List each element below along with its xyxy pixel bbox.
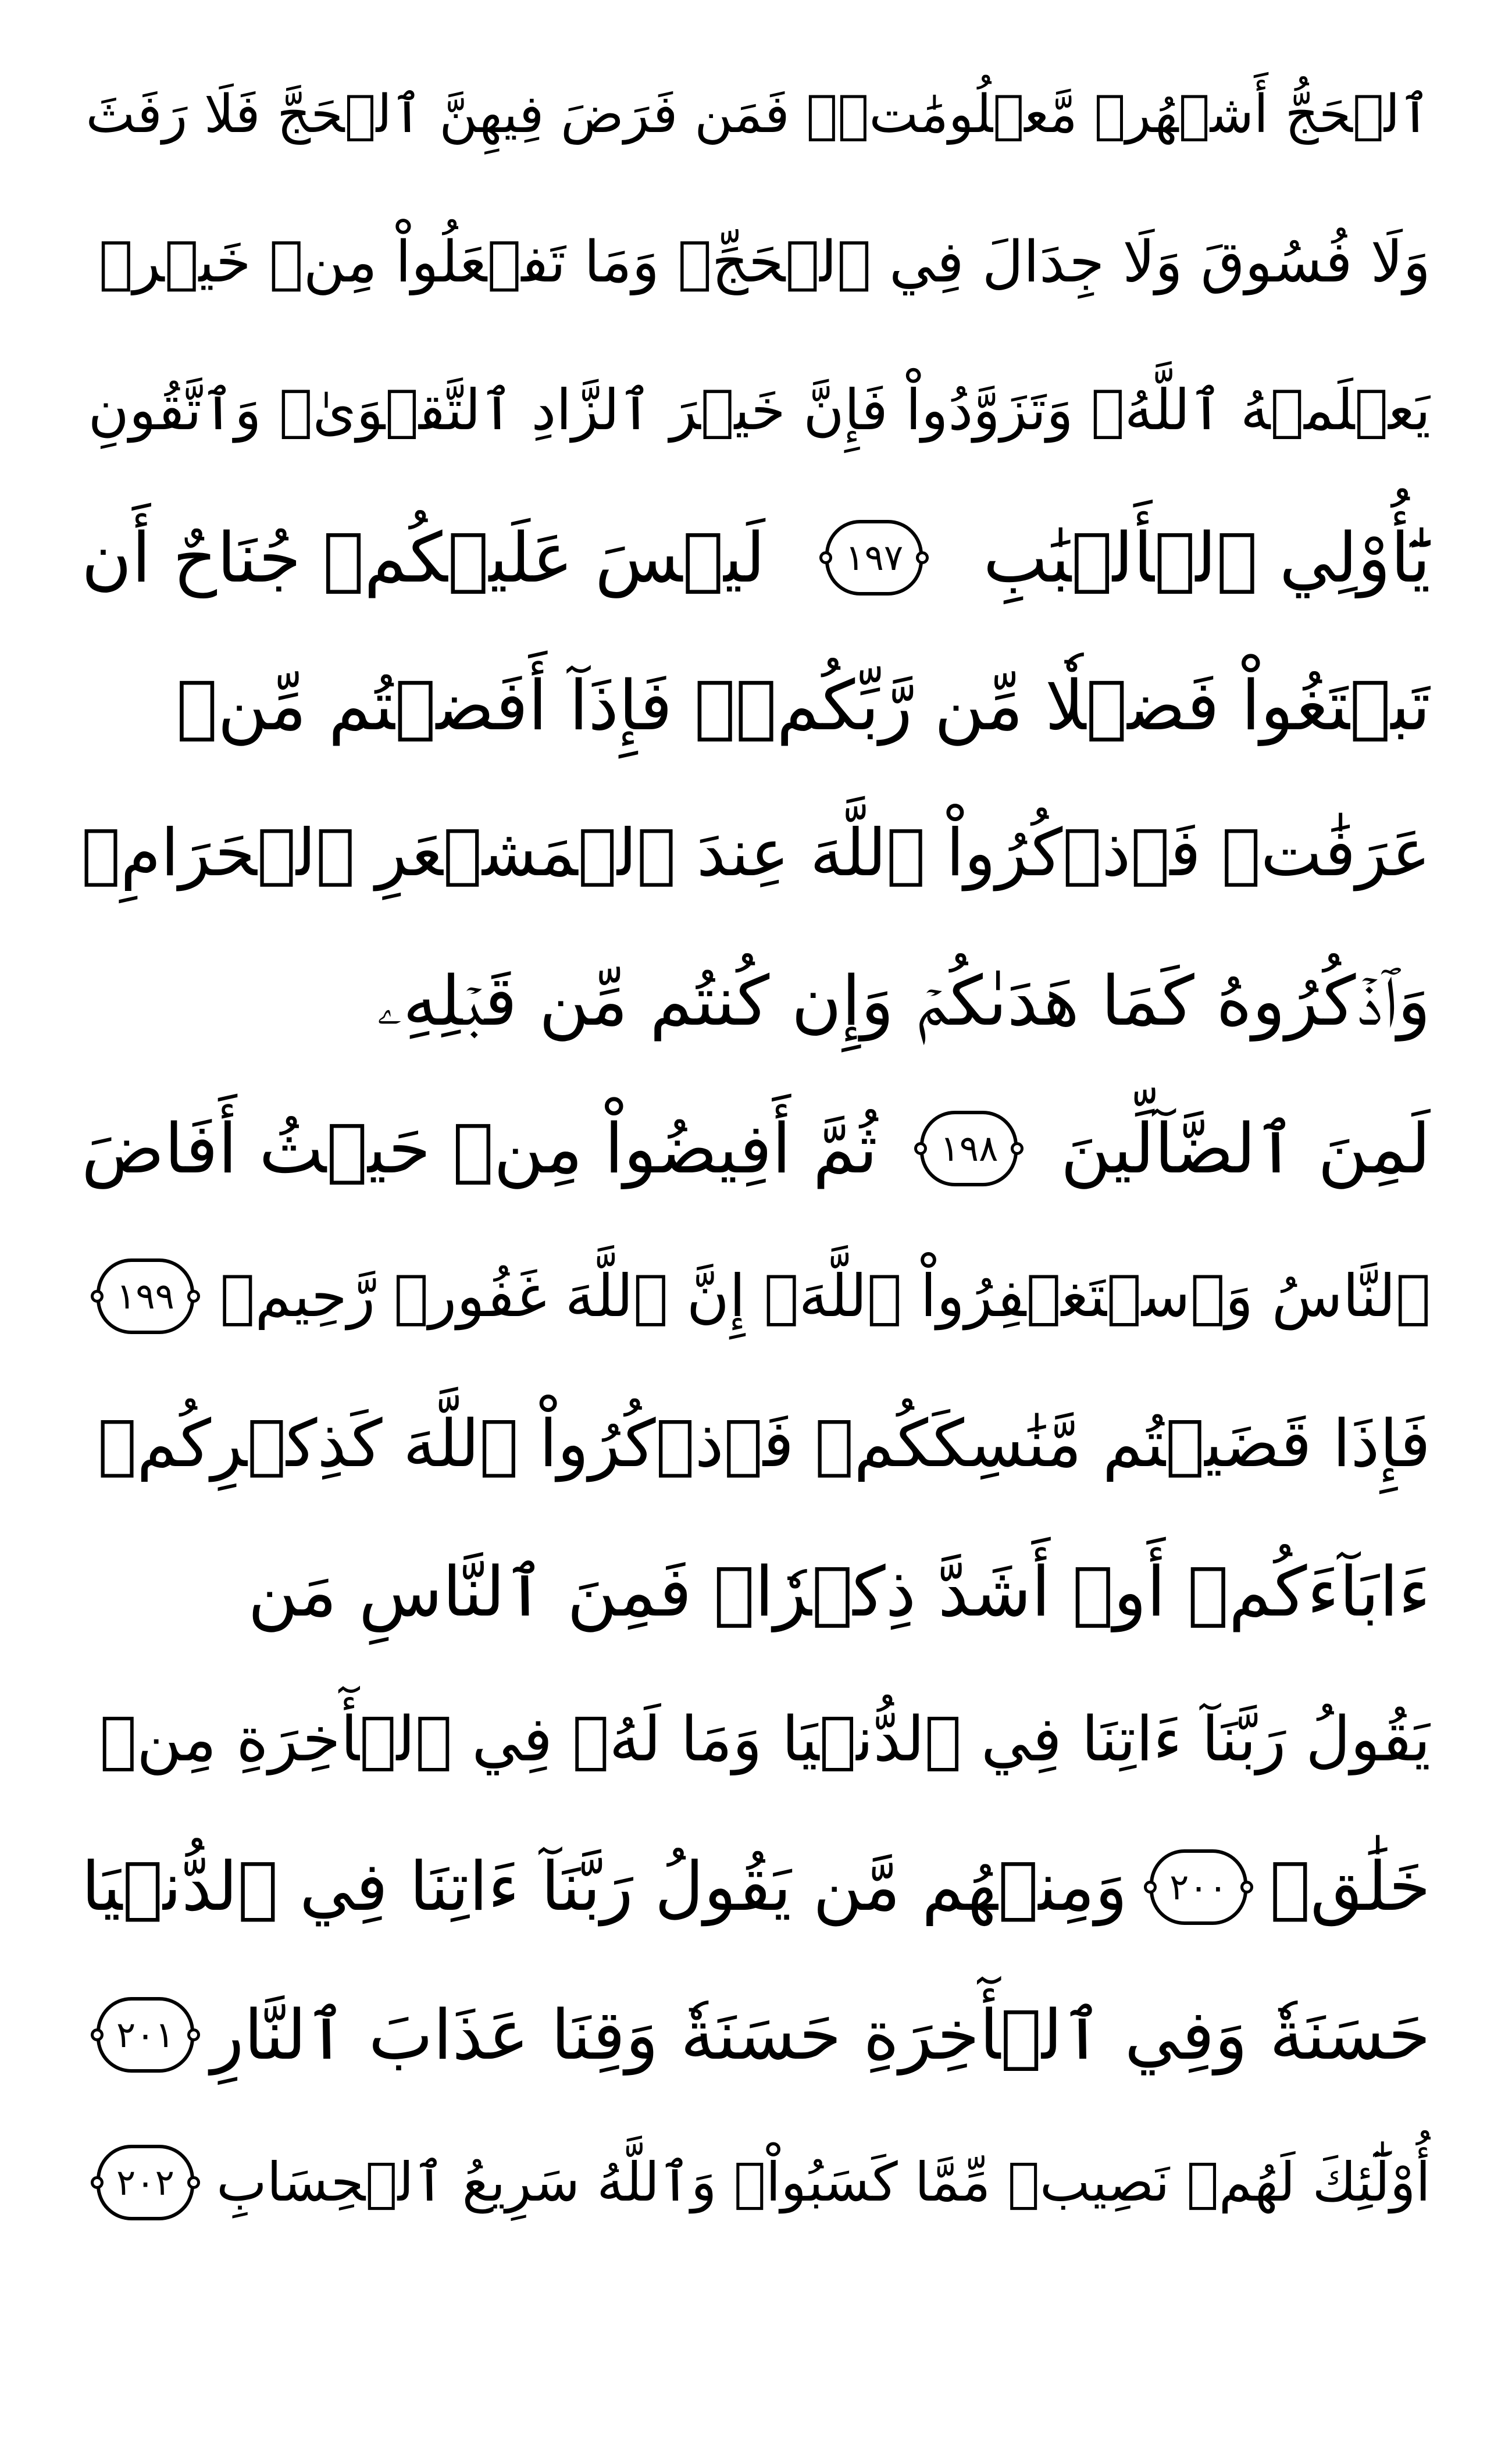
verse-text: لَيۡسَ عَلَيۡكُمۡ جُنَاحٌ أَن	[81, 518, 765, 598]
verse-line	[81, 1222, 1431, 1370]
verse-line	[81, 1075, 1431, 1222]
verse-line	[81, 1961, 1431, 2109]
verse-text: ءَابَآءَكُمۡ أَوۡ أَشَدَّ ذِكۡرٗاۗ فَمِنَ ٱلنَّاسِ مَن	[248, 1552, 1431, 1632]
verse-line	[81, 927, 1431, 1075]
verse-text: ٱلنَّاسُ وَٱسۡتَغۡفِرُواْ ٱللَّهَۚ إِنَّ ٱللَّهَ غَفُورٞ رَّحِيمٞ	[220, 1262, 1431, 1330]
verse-line	[81, 484, 1431, 632]
verse-line	[81, 336, 1431, 484]
verse-text: ٱلۡحَجُّ أَشۡهُرٞ مَّعۡلُومَٰتٞۚ فَمَن فَرَضَ فِيهِنَّ ٱلۡحَجَّ فَلَا رَفَثَ	[85, 84, 1431, 145]
verse-line	[81, 632, 1431, 779]
ayah-end-marker	[920, 1111, 1018, 1186]
ayah-number: ١٩٩	[116, 1275, 174, 1317]
verse-text: حَسَنَةٗ وَفِي ٱلۡأٓخِرَةِ حَسَنَةٗ وَقِنَا عَذَابَ ٱلنَّارِ	[211, 1995, 1431, 2075]
verse-line	[81, 779, 1431, 927]
verse-text: تَبۡتَغُواْ فَضۡلٗا مِّن رَّبِّكُمۡۚ فَإِذَآ أَفَضۡتُم مِّنۡ	[176, 665, 1431, 746]
verse-line	[81, 2109, 1431, 2256]
verse-lines	[81, 41, 1431, 2256]
verse-text: عَرَفَٰتٖ فَٱذۡكُرُواْ ٱللَّهَ عِندَ ٱلۡمَشۡعَرِ ٱلۡحَرَامِۖ	[81, 815, 1431, 891]
ayah-number: ١٩٨	[940, 1127, 999, 1169]
verse-text: يَعۡلَمۡهُ ٱللَّهُۗ وَتَزَوَّدُواْ فَإِنَّ خَيۡرَ ٱلزَّادِ ٱلتَّقۡوَىٰۖ وَٱتَّقُونِ	[88, 377, 1431, 443]
ayah-end-marker	[1150, 1849, 1247, 1925]
verse-line	[81, 1518, 1431, 1666]
verse-text: لَمِنَ ٱلضَّآلِّينَ	[1060, 1108, 1431, 1189]
verse-text: فَإِذَا قَضَيۡتُم مَّنَٰسِكَكُمۡ فَٱذۡكُرُواْ ٱللَّهَ كَذِكۡرِكُمۡ	[98, 1406, 1431, 1482]
ayah-end-marker	[97, 1258, 194, 1334]
verse-line	[81, 41, 1431, 188]
verse-line	[81, 188, 1431, 336]
ayah-number: ٢٠١	[116, 2013, 174, 2056]
verse-line	[81, 1370, 1431, 1518]
ayah-number: ٢٠٢	[116, 2161, 174, 2203]
verse-text: يَقُولُ رَبَّنَآ ءَاتِنَا فِي ٱلدُّنۡيَا وَمَا لَهُۥ فِي ٱلۡأٓخِرَةِ مِنۡ	[99, 1703, 1431, 1775]
ayah-end-marker	[825, 520, 923, 596]
verse-text: وَٱذۡكُرُوهُ كَمَا هَدَىٰكُمۡ وَإِن كُنتُم مِّن قَبۡلِهِۦ	[376, 961, 1431, 1041]
verse-text: ثُمَّ أَفِيضُواْ مِنۡ حَيۡثُ أَفَاضَ	[81, 1108, 878, 1189]
ayah-number: ٢٠٠	[1169, 1866, 1228, 1908]
verse-text: وَلَا فُسُوقَ وَلَا جِدَالَ فِي ٱلۡحَجِّۗ وَمَا تَفۡعَلُواْ مِنۡ خَيۡرٖ	[98, 229, 1431, 295]
ayah-end-marker	[97, 2145, 194, 2220]
verse-text: وَمِنۡهُم مَّن يَقُولُ رَبَّنَآ ءَاتِنَا فِي ٱلدُّنۡيَا	[81, 1848, 1128, 1926]
verse-text: خَلَٰقٖ	[1269, 1848, 1431, 1926]
verse-line	[81, 1666, 1431, 1813]
ayah-end-marker	[97, 1997, 194, 2073]
verse-text: يَٰٓأُوْلِي ٱلۡأَلۡبَٰبِ	[983, 518, 1431, 598]
verse-text: أُوْلَٰٓئِكَ لَهُمۡ نَصِيبٞ مِّمَّا كَسَبُواْۚ وَٱللَّهُ سَرِيعُ ٱلۡحِسَابِ	[216, 2151, 1431, 2213]
ayah-number: ١٩٧	[845, 536, 904, 579]
verse-line	[81, 1813, 1431, 1961]
